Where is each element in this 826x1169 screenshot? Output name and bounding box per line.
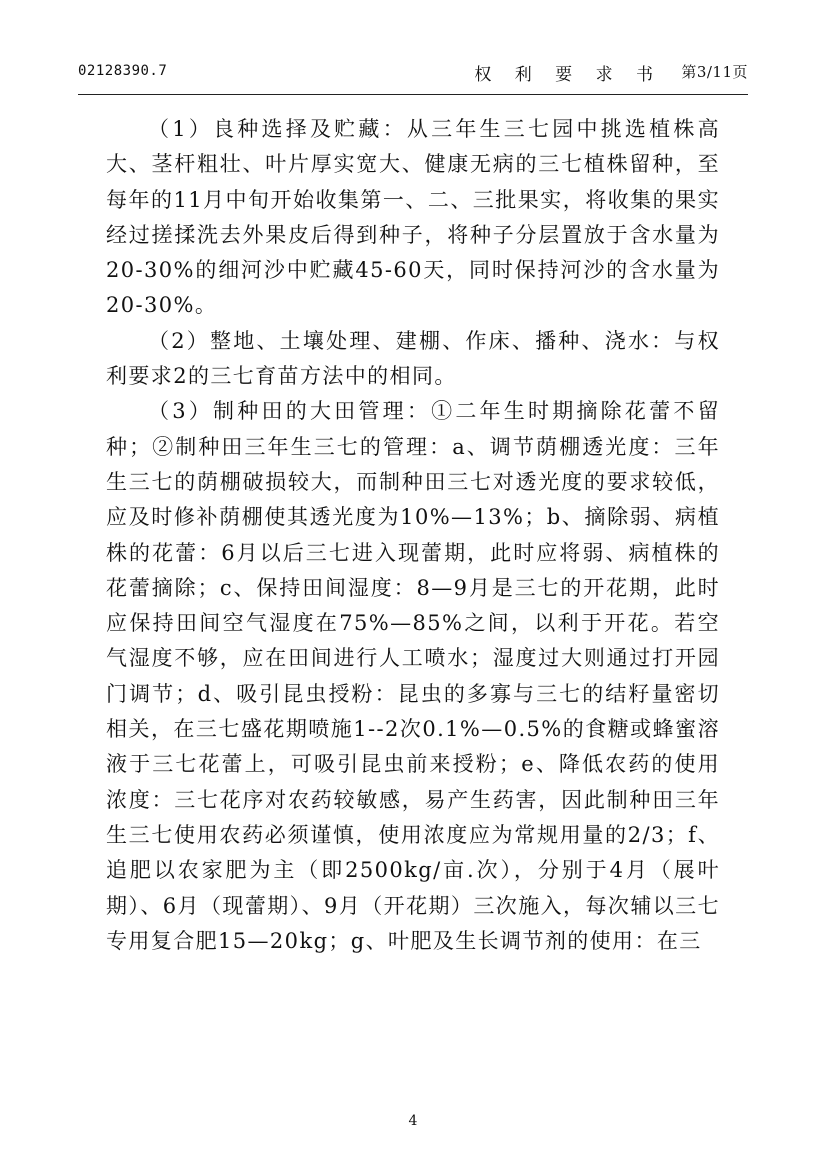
page-index: 第3/11页 bbox=[681, 63, 748, 81]
document-type: 权 利 要 求 书 bbox=[474, 65, 662, 85]
page-header bbox=[78, 60, 748, 86]
claim-paragraph: （2）整地、土壤处理、建棚、作床、播种、浇水：与权利要求2的三七育苗方法中的相同。 bbox=[106, 328, 720, 389]
page-number: 4 bbox=[408, 1113, 418, 1129]
document-number: 02128390.7 bbox=[78, 63, 168, 79]
claim-paragraph: （3）制种田的大田管理：①二年生时期摘除花蕾不留种；②制种田三年生三七的管理：a、调节荫棚透光度：三年生三七的荫棚破损较大，而制种田三七对透光度的要求较低，应及时修补荫棚使其透光度为10%—13%；b、摘除弱、病植株的花蕾：6月以后三七进入现蕾期，此时应将弱、病植株的花蕾摘除；c、保持田间湿度：8—9月是三七的开花期，此时应保持田间空气湿度在75%—85%之间，以利于开花。若空气湿度不够，应在田间进行人工喷水；湿度过大则通过打开园门调节；d、吸引昆虫授粉：昆虫的多寡与三七的结籽量密切相关，在三七盛花期喷施1--2次0.1%—0.5%的食糖或蜂蜜溶液于三七花蕾上，可吸引昆虫前来授粉；e、降低农药的使用浓度：三七花序对农药较敏感，易产生药害，因此制种田三年生三七使用农药必须谨慎，使用浓度应为常规用量的2/3；f、追肥以农家肥为主（即2500kg/亩.次），分别于4月（展叶期）、6月（现蕾期）、9月（开花期）三次施入，每次辅以三七专用复合肥15—20kg；g、叶肥及生长调节剂的使用：在三 bbox=[106, 399, 720, 953]
header-divider bbox=[78, 94, 748, 95]
claim-paragraph: （1）良种选择及贮藏：从三年生三七园中挑选植株高大、茎杆粗壮、叶片厚实宽大、健康无病的三七植株留种，至每年的11月中旬开始收集第一、二、三批果实，将收集的果实经过搓揉洗去外果皮后得到种子，将种子分层置放于含水量为20-30%的细河沙中贮藏45-60天，同时保持河沙的含水量为20-30%。 bbox=[106, 117, 720, 318]
claims-body bbox=[106, 112, 720, 959]
